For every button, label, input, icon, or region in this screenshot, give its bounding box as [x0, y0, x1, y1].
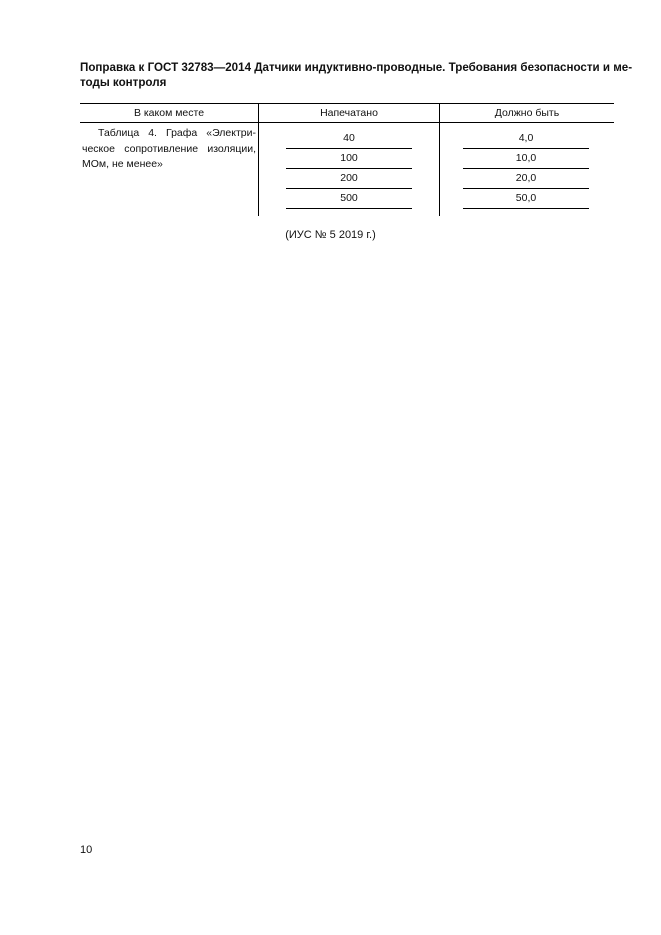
correct-value: 4,0 [463, 128, 589, 149]
printed-value: 500 [286, 188, 412, 209]
page-number: 10 [80, 844, 93, 856]
document-title [80, 60, 633, 90]
header-place: В каком месте [133, 107, 205, 119]
title-line-2: тоды контроля [80, 76, 167, 89]
place-line: ческое сопротивление изоляции, [82, 142, 256, 155]
header-printed: Напечатано [320, 107, 378, 119]
place-cell [82, 126, 256, 173]
header-correct: Должно быть [494, 107, 560, 119]
correct-value: 20,0 [463, 168, 589, 189]
table-header-border [80, 122, 614, 123]
correction-table [80, 103, 614, 216]
correct-value: 50,0 [463, 188, 589, 209]
place-line: МОм, не менее» [82, 158, 163, 170]
printed-value: 100 [286, 148, 412, 169]
printed-value: 40 [286, 128, 412, 149]
correct-value: 10,0 [463, 148, 589, 169]
source-reference: (ИУС № 5 2019 г.) [285, 229, 376, 241]
printed-value: 200 [286, 168, 412, 189]
title-line-1: Поправка к ГОСТ 32783—2014 Датчики индуктивно-проводные. Требования безопасности и ме- [80, 61, 633, 74]
place-line: Таблица 4. Графа «Электри- [98, 127, 256, 139]
